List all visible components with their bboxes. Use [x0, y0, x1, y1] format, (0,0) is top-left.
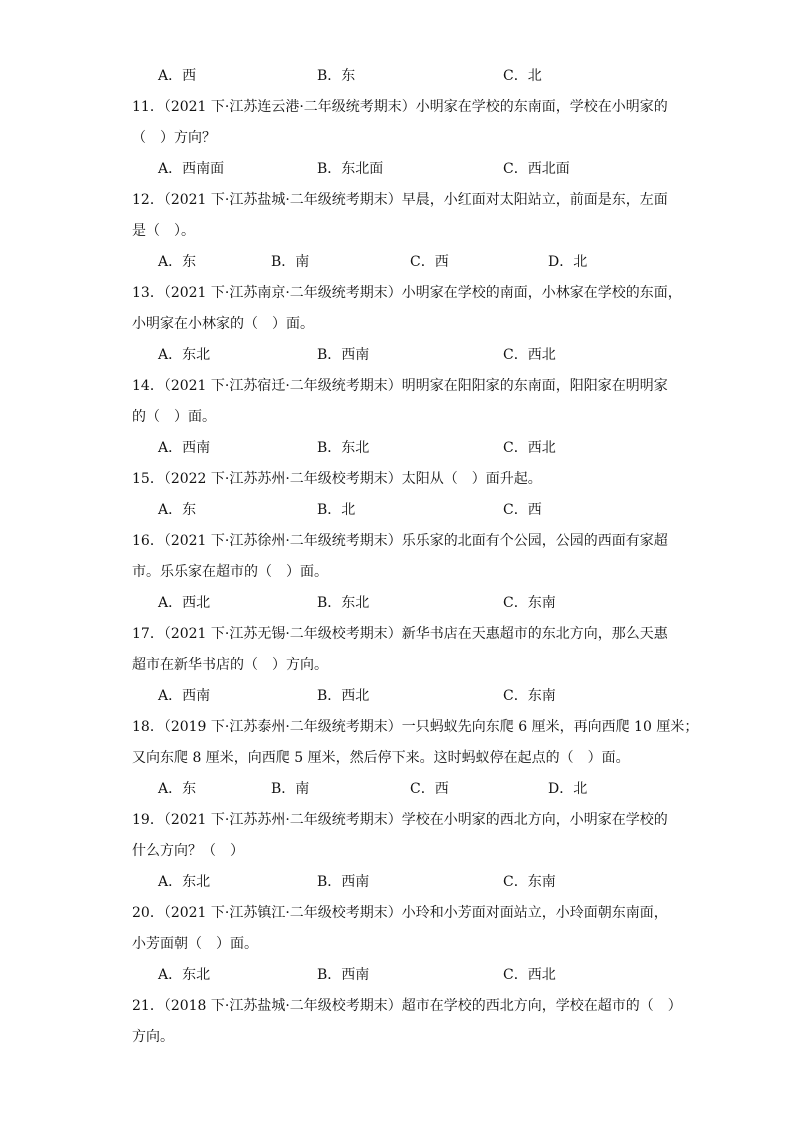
- question-text-line: 20．（2021 下·江苏镇江·二年级校考期末）小玲和小芳面对面站立，小玲面朝东南面，: [132, 905, 668, 921]
- option-d: D．北: [548, 254, 588, 270]
- option-a: A．西南: [158, 440, 211, 456]
- question-text-line: （ ）方向？: [132, 130, 216, 146]
- option-a: A．东北: [158, 967, 211, 983]
- options-row: [0, 965, 794, 985]
- option-b: B．西北: [317, 688, 370, 704]
- options-row: [0, 438, 794, 458]
- question-text-line: 小明家在小林家的（ ）面。: [132, 316, 314, 332]
- question-text-line: 21．（2018 下·江苏盐城·二年级校考期末）超市在学校的西北方向，学校在超市的（ ）: [132, 998, 682, 1014]
- option-a: A．西南: [158, 688, 211, 704]
- option-c: C．东南: [503, 595, 556, 611]
- option-b: B．东北: [317, 595, 370, 611]
- question-text-line: 小芳面朝（ ）面。: [132, 936, 258, 952]
- option-a: A．西: [158, 68, 197, 84]
- question-text-line: 市。乐乐家在超市的（ ）面。: [132, 564, 328, 580]
- option-c: C．东南: [503, 688, 556, 704]
- option-c: C．西北: [503, 347, 556, 363]
- option-b: B．东北: [317, 440, 370, 456]
- option-b: B．西南: [317, 347, 370, 363]
- option-a: A．东: [158, 254, 197, 270]
- option-c: C．西: [410, 781, 449, 797]
- options-row: [0, 500, 794, 520]
- question-text-line: 是（ ）。: [132, 223, 195, 239]
- question-text-line: 方向。: [132, 1029, 174, 1045]
- option-b: B．北: [317, 502, 356, 518]
- question-text-line: 14．（2021 下·江苏宿迁·二年级统考期末）明明家在阳阳家的东南面，阳阳家在明明家: [132, 378, 668, 394]
- option-c: C．西: [410, 254, 449, 270]
- option-c: C．西北: [503, 967, 556, 983]
- question-text-line: 13．（2021 下·江苏南京·二年级统考期末）小明家在学校的南面，小林家在学校的东面，: [132, 285, 682, 301]
- question-text-line: 什么方向？（ ）: [132, 843, 244, 859]
- question-text-line: 又向东爬 8 厘米，向西爬 5 厘米，然后停下来。这时蚂蚁停在起点的（ ）面。: [132, 750, 630, 766]
- options-row: [0, 159, 794, 179]
- option-c: C．东南: [503, 874, 556, 890]
- question-text-line: 15．（2022 下·江苏苏州·二年级校考期末）太阳从（ ）面升起。: [132, 471, 542, 487]
- option-c: C．西北面: [503, 161, 570, 177]
- option-b: B．西南: [317, 874, 370, 890]
- options-row: [0, 252, 794, 272]
- question-text-line: 12．（2021 下·江苏盐城·二年级统考期末）早晨，小红面对太阳站立，前面是东，左面: [132, 192, 668, 208]
- option-c: C．西: [503, 502, 542, 518]
- options-row: [0, 66, 794, 86]
- question-text-line: 的（ ）面。: [132, 409, 216, 425]
- option-d: D．北: [548, 781, 588, 797]
- option-c: C．西北: [503, 440, 556, 456]
- option-a: A．东: [158, 502, 197, 518]
- options-row: [0, 686, 794, 706]
- question-text-line: 超市在新华书店的（ ）方向。: [132, 657, 328, 673]
- option-a: A．东北: [158, 874, 211, 890]
- option-c: C．北: [503, 68, 542, 84]
- options-row: [0, 345, 794, 365]
- option-b: B．南: [271, 781, 310, 797]
- options-row: [0, 872, 794, 892]
- question-text-line: 17．（2021 下·江苏无锡·二年级校考期末）新华书店在天惠超市的东北方向，那么天惠: [132, 626, 668, 642]
- question-text-line: 16．（2021 下·江苏徐州·二年级统考期末）乐乐家的北面有个公园，公园的西面有家超: [132, 533, 668, 549]
- option-a: A．西北: [158, 595, 211, 611]
- question-text-line: 11．（2021 下·江苏连云港·二年级统考期末）小明家在学校的东南面，学校在小明家的: [132, 99, 668, 115]
- option-a: A．西南面: [158, 161, 225, 177]
- option-b: B．西南: [317, 967, 370, 983]
- question-text-line: 19．（2021 下·江苏苏州·二年级统考期末）学校在小明家的西北方向，小明家在学校的: [132, 812, 668, 828]
- question-text-line: 18．（2019 下·江苏泰州·二年级统考期末）一只蚂蚁先向东爬 6 厘米，再向西爬 10 厘米；: [132, 719, 699, 735]
- option-a: A．东北: [158, 347, 211, 363]
- option-a: A．东: [158, 781, 197, 797]
- option-b: B．东北面: [317, 161, 384, 177]
- option-b: B．南: [271, 254, 310, 270]
- option-b: B．东: [317, 68, 356, 84]
- options-row: [0, 779, 794, 799]
- options-row: [0, 593, 794, 613]
